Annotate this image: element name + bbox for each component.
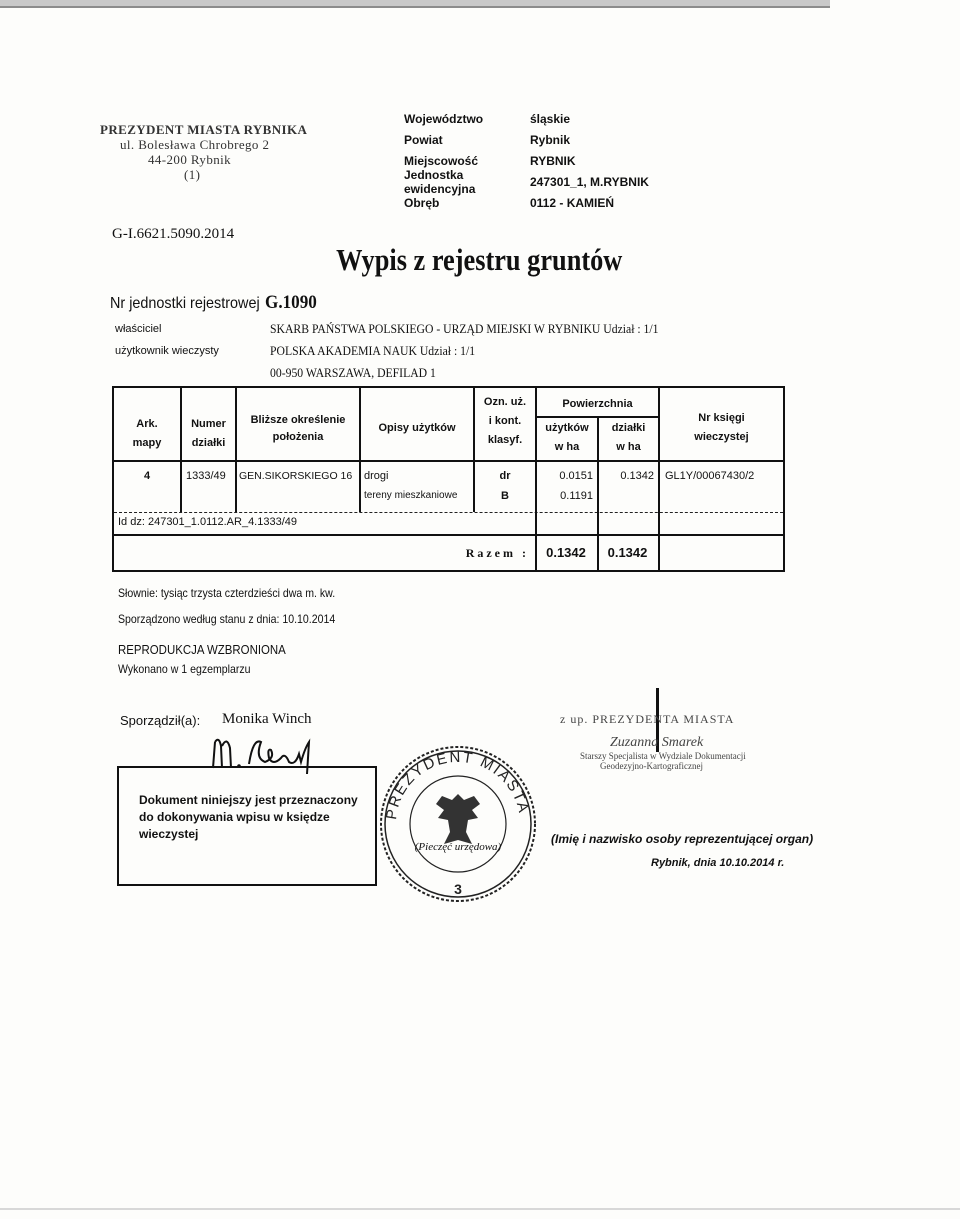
registry-unit-label: Nr jednostki rejestrowej xyxy=(110,295,260,312)
header-area: Powierzchnia xyxy=(562,398,633,410)
total-label: Razem : xyxy=(465,546,529,560)
cell-opis-2: tereny mieszkaniowe xyxy=(364,490,458,501)
location-value: RYBNIK xyxy=(530,153,576,168)
col-divider xyxy=(359,388,361,512)
col-divider xyxy=(180,388,182,512)
cell-ark: 4 xyxy=(143,470,151,482)
location-value: Rybnik xyxy=(530,132,571,147)
header-area-dzialki: działki w ha xyxy=(611,422,646,453)
location-info xyxy=(404,108,649,213)
registry-unit xyxy=(110,292,317,314)
location-row xyxy=(404,129,649,150)
signatory-line-1: z up. PREZYDENTA MIASTA xyxy=(560,712,735,726)
cell-numer: 1333/49 xyxy=(186,470,226,482)
cell-pow-1: 0.0151 xyxy=(559,470,593,482)
header-numer: Numer działki xyxy=(191,418,226,449)
location-label: Powiat xyxy=(404,132,443,147)
header-divider xyxy=(114,460,783,462)
owner-value: SKARB PAŃSTWA POLSKIEGO - URZĄD MIEJSKI W RYBNIKU Udział : 1/1 xyxy=(270,321,659,336)
svg-text:PREZYDENT MIASTA RYBNIKA: PREZYDENT MIASTA xyxy=(382,748,533,821)
cell-ozn-1: dr xyxy=(499,470,511,482)
location-label: Jednostka ewidencyjna xyxy=(404,167,476,196)
location-label: Miejscowość xyxy=(404,153,479,168)
svg-text:3: 3 xyxy=(454,881,462,897)
organ-caption: (Imię i nazwisko osoby reprezentującej organ) xyxy=(551,832,814,846)
location-value: 0112 - KAMIEŃ xyxy=(530,195,615,210)
issuer-line-2: ul. Bolesława Chrobrego 2 xyxy=(120,137,270,152)
cell-kw: GL1Y/00067430/2 xyxy=(665,470,755,482)
header-area-uzytkow: użytków w ha xyxy=(545,422,589,453)
header-oznaczenie: Ozn. uż. i kont. klasyf. xyxy=(483,396,527,446)
place-date: Rybnik, dnia 10.10.2014 r. xyxy=(651,857,785,869)
cell-dzialka-area: 0.1342 xyxy=(620,470,654,482)
header-kw: Nr księgi wieczystej xyxy=(694,412,749,443)
cell-ozn-2: B xyxy=(501,490,509,502)
total-dzialki: 0.1342 xyxy=(607,545,648,560)
owner-label: właściciel xyxy=(115,323,162,335)
location-row xyxy=(404,192,649,213)
parcel-id: Id dz: 247301_1.0112.AR_4.1333/49 xyxy=(118,516,298,528)
prepared-by-label: Sporządził(a): xyxy=(120,713,201,728)
svg-text:(Pieczęć urzędowa): (Pieczęć urzędowa) xyxy=(414,841,502,853)
location-label: Województwo xyxy=(404,111,484,126)
state-date: Sporządzono według stanu z dnia: 10.10.2014 xyxy=(118,612,336,626)
owner-row xyxy=(115,340,702,362)
scan-top-edge xyxy=(0,0,830,8)
signatory-name: Zuzanna Smarek xyxy=(610,735,704,750)
document-number: G-I.6621.5090.2014 xyxy=(112,226,235,242)
location-value: 247301_1, M.RYBNIK xyxy=(530,174,649,189)
scan-bottom-edge xyxy=(0,1208,960,1210)
location-row xyxy=(404,167,649,196)
issuer-line-4: (1) xyxy=(184,167,201,182)
signatory-line-3: Starszy Specjalista w Wydziale Dokumentacji xyxy=(580,751,746,761)
owner-row xyxy=(115,362,702,384)
issuer-line-3: 44-200 Rybnik xyxy=(148,152,232,167)
ledger-note-box: Dokument niniejszy jest przeznaczony do dokonywania wpisu w księdze wieczystej xyxy=(117,766,377,886)
col-divider xyxy=(235,388,237,512)
total-divider xyxy=(114,534,783,536)
owner-value: 00-950 WARSZAWA, DEFILAD 1 xyxy=(270,365,436,380)
signatory-stamp xyxy=(560,712,746,771)
location-value: śląskie xyxy=(530,111,571,126)
signatory-line-4: Geodezyjno-Kartograficznej xyxy=(600,761,703,771)
header-polozenie: Bliższe określenie położenia xyxy=(250,414,346,443)
total-uzytkow: 0.1342 xyxy=(546,545,586,560)
official-seal xyxy=(378,744,538,909)
copies-note: Wykonano w 1 egzemplarzu xyxy=(118,662,251,676)
header-uses: Opisy użytków xyxy=(378,422,456,434)
cell-opis-1: drogi xyxy=(364,470,389,482)
reproduction-notice: REPRODUKCJA WZBRONIONA xyxy=(118,642,286,657)
document-title: Wypis z rejestru gruntów xyxy=(336,242,623,277)
registry-unit-value: G.1090 xyxy=(265,292,317,313)
owners-section xyxy=(115,318,702,384)
row-dashed-divider xyxy=(114,512,783,513)
cell-polozenie: GEN.SIKORSKIEGO 16 xyxy=(239,470,353,482)
prepared-by-name: Monika Winch xyxy=(222,711,312,727)
location-row xyxy=(404,108,649,129)
owner-value: POLSKA AKADEMIA NAUK Udział : 1/1 xyxy=(270,343,476,358)
owner-row xyxy=(115,318,702,340)
parcel-table xyxy=(112,386,785,572)
cell-pow-2: 0.1191 xyxy=(560,490,593,502)
area-in-words: Słownie: tysiąc trzysta czterdzieści dwa m. kw. xyxy=(118,586,336,600)
header-ark: Ark. mapy xyxy=(132,418,162,449)
issuer-line-1: PREZYDENT MIASTA RYBNIKA xyxy=(100,122,308,137)
owner-label: użytkownik wieczysty xyxy=(115,345,219,357)
issuer-stamp xyxy=(100,122,307,182)
location-label: Obręb xyxy=(404,195,440,210)
